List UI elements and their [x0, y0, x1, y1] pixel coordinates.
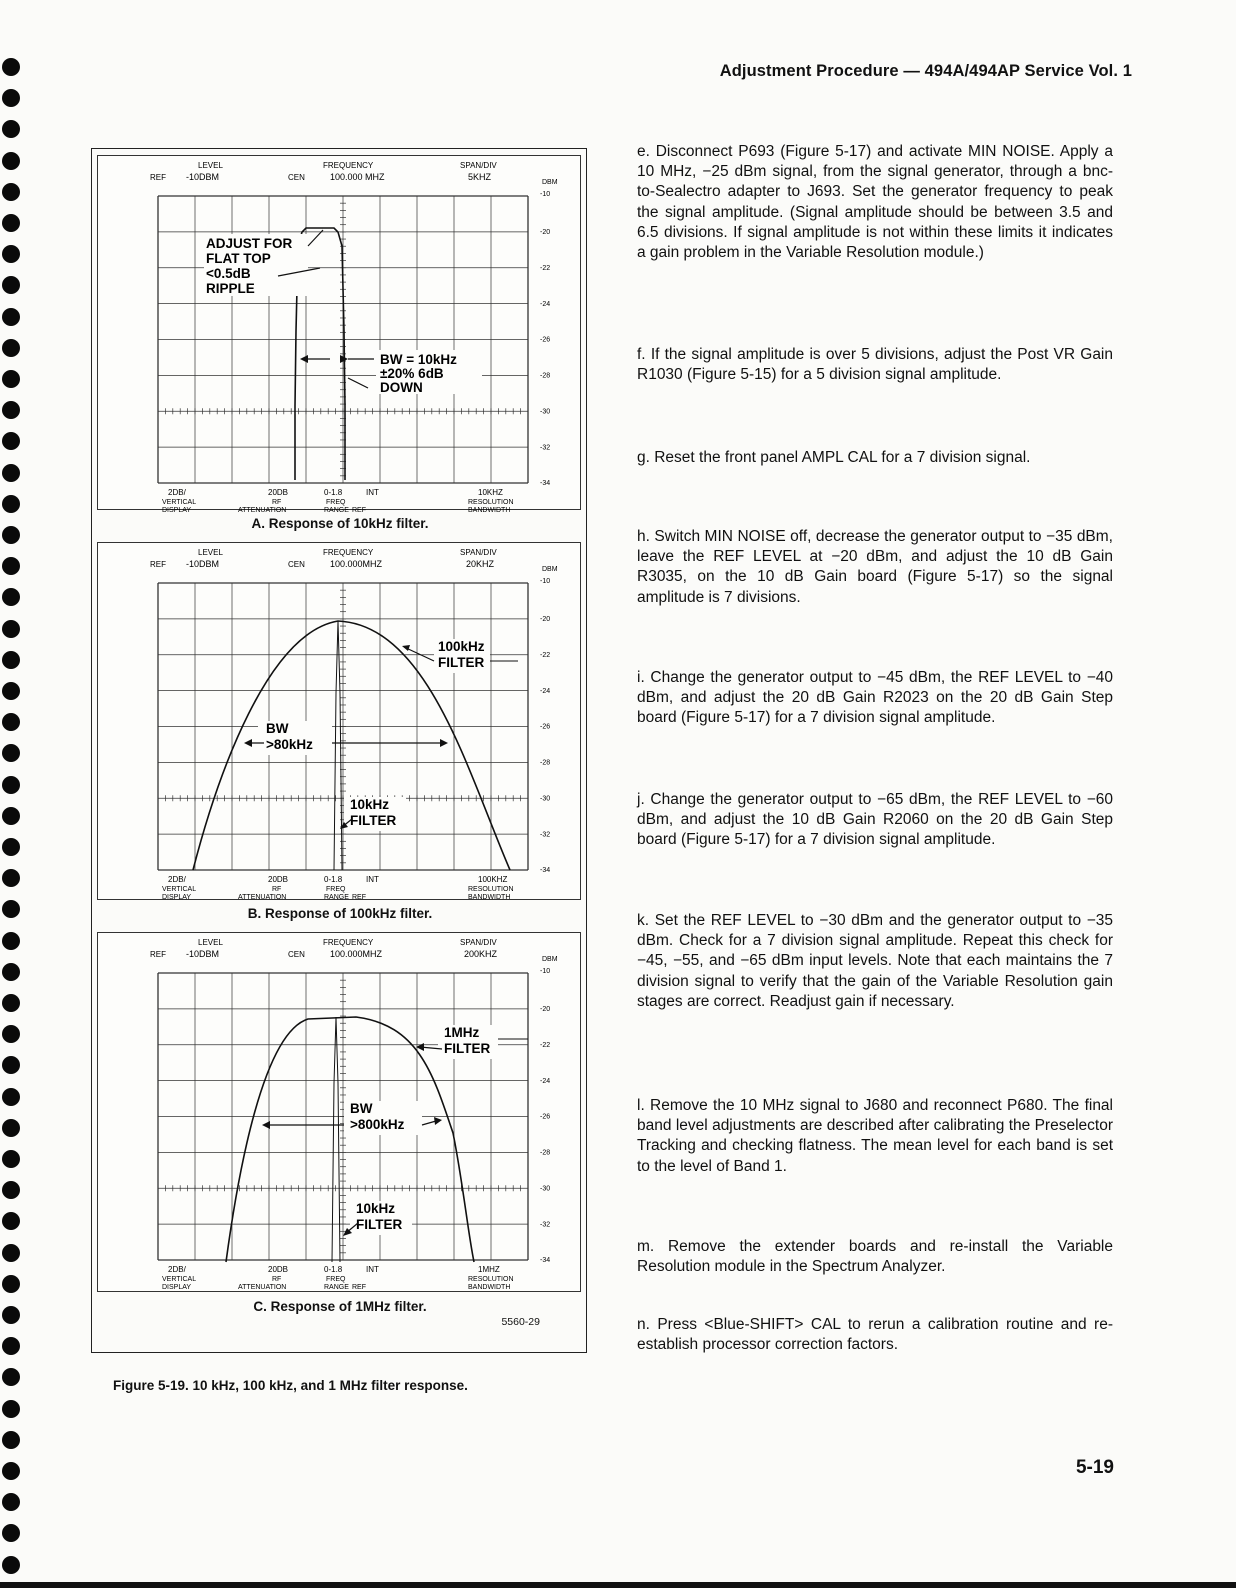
svg-text:>800kHz: >800kHz: [350, 1117, 405, 1132]
crt-readout: INT: [366, 875, 379, 884]
binder-hole: [2, 89, 20, 107]
binder-hole: [2, 1556, 20, 1574]
svg-text:DOWN: DOWN: [380, 380, 423, 395]
svg-text:1MHz: 1MHz: [444, 1025, 480, 1040]
binder-hole: [2, 214, 20, 232]
binder-hole: [2, 932, 20, 950]
center-label: CEN: [288, 173, 305, 182]
binder-hole: [2, 1493, 20, 1511]
svg-text:REF: REF: [150, 950, 166, 959]
annotations-c: [262, 1025, 528, 1236]
crt-readout: 20DB: [268, 488, 289, 497]
crt-readout: 20DB: [268, 1265, 289, 1274]
scale-label: -26: [540, 1113, 551, 1121]
crt-readout: 0-1.8: [324, 875, 343, 884]
binder-hole: [2, 1025, 20, 1043]
crt-readout: INT: [366, 1265, 379, 1274]
crt-readout: RANGE: [324, 894, 349, 901]
svg-text:100.000MHZ: 100.000MHZ: [330, 949, 383, 959]
svg-text:BW: BW: [266, 721, 289, 736]
level-label: LEVEL: [198, 161, 223, 170]
crt-readout: 20DB: [268, 875, 289, 884]
page-header: Adjustment Procedure — 494A/494AP Service Vol. 1: [719, 62, 1132, 80]
panel-c-caption: C. Response of 1MHz filter.: [253, 1299, 427, 1314]
binder-hole: [2, 464, 20, 482]
crt-readout: RESOLUTION: [468, 1276, 514, 1283]
binder-hole: [2, 432, 20, 450]
scale-label: -24: [540, 1077, 551, 1085]
svg-text:FILTER: FILTER: [438, 655, 485, 670]
svg-text:DBM: DBM: [542, 566, 558, 573]
binder-hole: [2, 1088, 20, 1106]
binder-hole: [2, 183, 20, 201]
binder-hole: [2, 1524, 20, 1542]
svg-text:RIPPLE: RIPPLE: [206, 281, 255, 296]
binder-hole: [2, 1462, 20, 1480]
binder-hole: [2, 308, 20, 326]
binder-hole: [2, 1275, 20, 1293]
scale-a: [540, 191, 550, 487]
scale-label: -30: [540, 795, 551, 803]
scale-label: -28: [540, 1149, 551, 1157]
crt-readout: REF: [352, 507, 366, 514]
binder-hole: [2, 339, 20, 357]
binder-hole: [2, 1119, 20, 1137]
step-n: n. Press <Blue-SHIFT> CAL to rerun a calibration routine and re-establish processor correction factors.: [637, 1316, 1113, 1354]
crt-readout: 0-1.8: [324, 1265, 343, 1274]
scale-label: -32: [540, 831, 551, 839]
crt-readout: BANDWIDTH: [468, 1284, 511, 1291]
scale-label: -34: [540, 867, 551, 875]
crt-readout: RANGE: [324, 507, 349, 514]
binder-hole: [2, 526, 20, 544]
crt-readout: INT: [366, 488, 379, 497]
crt-readout: BANDWIDTH: [468, 894, 511, 901]
unit-label: DBM: [542, 179, 558, 186]
svg-text:100kHz: 100kHz: [438, 639, 485, 654]
binder-hole: [2, 1212, 20, 1230]
crt-panel-a: [97, 155, 581, 514]
ref-label: REF: [150, 173, 166, 182]
svg-text:FILTER: FILTER: [350, 813, 397, 828]
binder-hole: [2, 58, 20, 76]
crt-panel-b: [97, 542, 581, 900]
binder-hole: [2, 869, 20, 887]
crt-readout: FREQ: [326, 499, 346, 506]
binder-hole: [2, 1368, 20, 1386]
figure-caption: Figure 5-19. 10 kHz, 100 kHz, and 1 MHz filter response.: [113, 1378, 468, 1393]
scale-label: -34: [540, 1257, 551, 1265]
scale-b: [540, 578, 550, 874]
svg-text:-10DBM: -10DBM: [186, 949, 220, 959]
crt-readout: VERTICAL: [162, 1276, 197, 1283]
scale-label: -22: [540, 1041, 551, 1049]
binder-hole: [2, 744, 20, 762]
crt-readout: 2DB/: [168, 875, 186, 884]
crt-readout: REF: [352, 894, 366, 901]
scale-label: -30: [540, 408, 551, 416]
binder-hole: [2, 276, 20, 294]
svg-text:100.000MHZ: 100.000MHZ: [330, 559, 383, 569]
binder-hole: [2, 963, 20, 981]
binder-hole: [2, 651, 20, 669]
svg-text:>80kHz: >80kHz: [266, 737, 313, 752]
binder-hole: [2, 1400, 20, 1418]
scale-label: -20: [540, 229, 551, 236]
scale-label: -22: [540, 264, 551, 272]
binder-hole: [2, 120, 20, 138]
crt-readout: RF: [272, 1276, 282, 1283]
scale-label: -22: [540, 651, 551, 659]
crt-readout: 10KHZ: [478, 488, 503, 497]
crt-readout: DISPLAY: [162, 894, 192, 901]
crt-readout: ATTENUATION: [238, 507, 287, 514]
step-f: f. If the signal amplitude is over 5 divisions, adjust the Post VR Gain R1030 (Figure 5-15) for a 5 division signal amplitude.: [637, 346, 1113, 384]
scale-label: -10: [540, 191, 551, 198]
scale-label: -10: [540, 968, 551, 975]
scale-label: -34: [540, 480, 551, 488]
crt-readout: 2DB/: [168, 488, 186, 497]
svg-text:FLAT TOP: FLAT TOP: [206, 251, 271, 266]
scale-label: -24: [540, 687, 551, 695]
svg-text:10kHz: 10kHz: [350, 797, 390, 812]
span-label: SPAN/DIV: [460, 161, 497, 170]
page-number: 5-19: [1075, 1457, 1114, 1478]
svg-text:FILTER: FILTER: [356, 1217, 403, 1232]
panel-b-caption: B. Response of 100kHz filter.: [247, 906, 433, 921]
step-j: j. Change the generator output to −65 dBm, the REF LEVEL to −60 dBm, and adjust the 10 dB Gain R2060 on the 20 dB Gain Step board (Figure 5-17) for a 7 division signal amplitude.: [637, 791, 1113, 849]
panel-a-caption: A. Response of 10kHz filter.: [251, 516, 429, 531]
binder-hole: [2, 152, 20, 170]
binder-hole: [2, 1431, 20, 1449]
svg-text:LEVEL: LEVEL: [198, 938, 223, 947]
svg-text:FREQUENCY: FREQUENCY: [323, 548, 374, 557]
scale-label: -26: [540, 336, 551, 344]
crt-readout: RESOLUTION: [468, 499, 514, 506]
crt-readout: ATTENUATION: [238, 1284, 287, 1291]
step-h: h. Switch MIN NOISE off, decrease the generator output to −35 dBm, leave the REF LEVEL at −20 dBm, and adjust the 10 dB Gain R3035, on the 10 dB Gain board (Figure 5-17) so the signal amplitude is 7 divisions.: [637, 528, 1113, 606]
step-g: g. Reset the front panel AMPL CAL for a 7 division signal.: [637, 449, 1031, 466]
binder-hole: [2, 1337, 20, 1355]
scale-label: -26: [540, 723, 551, 731]
crt-readout: 0-1.8: [324, 488, 343, 497]
span-value: 5KHZ: [468, 172, 492, 182]
svg-text:20KHZ: 20KHZ: [466, 559, 495, 569]
scale-label: -28: [540, 759, 551, 767]
svg-text:SPAN/DIV: SPAN/DIV: [460, 548, 497, 557]
filter-response-trace-b-narrow: [334, 621, 342, 870]
step-l: l. Remove the 10 MHz signal to J680 and reconnect P680. The final band level adjustments are described after calibrating the Preselector Tracking and checking flatness. The mean level for each band is set to the level of Band 1.: [637, 1097, 1113, 1175]
svg-text:ADJUST FOR: ADJUST FOR: [206, 236, 293, 251]
figure-5-19: [91, 148, 587, 1353]
scale-label: -32: [540, 444, 551, 452]
binder-holes: [0, 0, 26, 1588]
binder-hole: [2, 245, 20, 263]
svg-text:±20% 6dB: ±20% 6dB: [380, 366, 444, 381]
step-m: m. Remove the extender boards and re-install the Variable Resolution module in the Spectrum Analyzer.: [637, 1238, 1113, 1276]
binder-hole: [2, 1306, 20, 1324]
svg-text:DBM: DBM: [542, 956, 558, 963]
scale-label: -20: [540, 1006, 551, 1013]
frequency-label: FREQUENCY: [323, 161, 374, 170]
binder-hole: [2, 1150, 20, 1168]
crt-readout: 2DB/: [168, 1265, 186, 1274]
scale-label: -28: [540, 372, 551, 380]
scale-label: -30: [540, 1185, 551, 1193]
svg-text:200KHZ: 200KHZ: [464, 949, 498, 959]
binder-hole: [2, 682, 20, 700]
figure-id-number: 5560-29: [501, 1316, 540, 1328]
binder-hole: [2, 588, 20, 606]
step-i: i. Change the generator output to −45 dBm, the REF LEVEL to −40 dBm, and adjust the 20 dB Gain R2023 on the 20 dB Gain Step board (Figure 5-17) for a 7 division signal amplitude.: [637, 669, 1113, 727]
filter-response-trace-c-narrow: [332, 1017, 340, 1262]
crt-readout: DISPLAY: [162, 507, 192, 514]
scale-label: -24: [540, 300, 551, 308]
binder-hole: [2, 370, 20, 388]
binder-hole: [2, 994, 20, 1012]
crt-display-b: [98, 543, 580, 899]
crt-readout: BANDWIDTH: [468, 507, 511, 514]
scale-label: -10: [540, 578, 551, 585]
crt-readout: FREQ: [326, 1276, 346, 1283]
crt-readout: RF: [272, 499, 282, 506]
crt-readout: ATTENUATION: [238, 894, 287, 901]
step-e: e. Disconnect P693 (Figure 5-17) and activate MIN NOISE. Apply a 10 MHz, −25 dBm signal, from the signal generator, through a bnc-to-Sealectro adapter to J693. Set the generator frequency to peak the signal amplitude. (Signal amplitude should be between 3.5 and 6.5 divisions. If signal amplitude is not within these limits it indicates a gain problem in the Variable Resolution module.): [637, 143, 1113, 262]
crt-readout: RF: [272, 886, 282, 893]
crt-readout: DISPLAY: [162, 1284, 192, 1291]
svg-text:BW: BW: [350, 1101, 373, 1116]
svg-text:SPAN/DIV: SPAN/DIV: [460, 938, 497, 947]
crt-display-a: [98, 156, 580, 514]
binder-hole: [2, 807, 20, 825]
crt-display-c: [98, 933, 580, 1291]
crt-readout: FREQ: [326, 886, 346, 893]
svg-text:BW = 10kHz: BW = 10kHz: [380, 352, 457, 367]
svg-text:FILTER: FILTER: [444, 1041, 491, 1056]
level-value: -10DBM: [186, 172, 220, 182]
bottom-rule: [0, 1582, 1236, 1588]
crt-readout: REF: [352, 1284, 366, 1291]
graticule-c: [158, 973, 528, 1260]
crt-readout: 100KHZ: [478, 875, 508, 884]
crt-readout: 1MHZ: [478, 1265, 500, 1274]
binder-hole: [2, 900, 20, 918]
svg-text:CEN: CEN: [288, 560, 305, 569]
frequency-value: 100.000 MHZ: [330, 172, 385, 182]
crt-readout: RANGE: [324, 1284, 349, 1291]
binder-hole: [2, 495, 20, 513]
crt-readout: VERTICAL: [162, 886, 197, 893]
svg-text:REF: REF: [150, 560, 166, 569]
crt-readout: RESOLUTION: [468, 886, 514, 893]
svg-text:-10DBM: -10DBM: [186, 559, 220, 569]
crt-readout: VERTICAL: [162, 499, 197, 506]
binder-hole: [2, 1181, 20, 1199]
binder-hole: [2, 713, 20, 731]
binder-hole: [2, 1244, 20, 1262]
binder-hole: [2, 1056, 20, 1074]
scale-c: [540, 968, 550, 1264]
crt-panel-c: [97, 932, 581, 1292]
binder-hole: [2, 776, 20, 794]
binder-hole: [2, 620, 20, 638]
binder-hole: [2, 838, 20, 856]
step-k: k. Set the REF LEVEL to −30 dBm and the generator output to −35 dBm. Check for a 7 division signal amplitude. Repeat this check for −45, −55, and −65 dBm input levels. Note that each maintains the 7 division signal to verify that the gain of the Variable Resolution gain stages are correct. Readjust gain if necessary.: [637, 912, 1113, 1010]
binder-hole: [2, 401, 20, 419]
svg-text:<0.5dB: <0.5dB: [206, 266, 251, 281]
svg-text:10kHz: 10kHz: [356, 1201, 396, 1216]
svg-text:FREQUENCY: FREQUENCY: [323, 938, 374, 947]
scale-label: -32: [540, 1221, 551, 1229]
binder-hole: [2, 557, 20, 575]
svg-text:LEVEL: LEVEL: [198, 548, 223, 557]
annotations-b: [244, 639, 518, 831]
svg-text:CEN: CEN: [288, 950, 305, 959]
scale-label: -20: [540, 616, 551, 623]
